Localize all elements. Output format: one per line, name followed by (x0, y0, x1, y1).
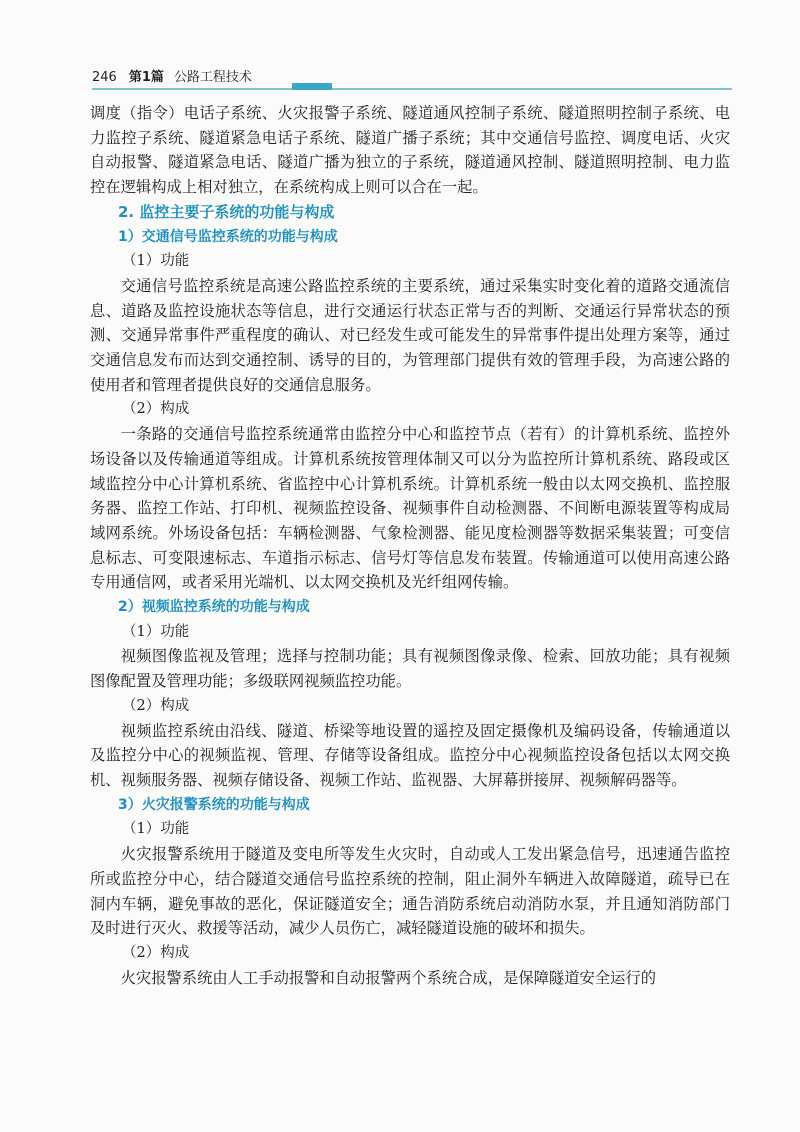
page-header (92, 62, 732, 90)
traffic-composition-paragraph: 一条路的交通信号监控系统通常由监控分中心和监控节点（若有）的计算机系统、监控外场设备以及传输通道等组成。计算机系统按管理体制又可以分为监控所计算机系统、路段或区域监控分中心计算机系统、省监控中心计算机系统。计算机系统一般由以太网交换机、监控服务器、监控工作站、打印机、视频监控设备、视频事件自动检测器、不间断电源装置等构成局域网系统。外场设备包括：车辆检测器、气象检测器、能见度检测器等数据采集装置；可变信息标志、可变限速标志、车道指示标志、信号灯等信息发布装置。传输通道可以使用高速公路专用通信网，或者采用光端机、以太网交换机及光纤组网传输。 (90, 425, 730, 592)
subsection-heading-traffic: 1）交通信号监控系统的功能与构成 (118, 228, 338, 245)
fire-composition-paragraph: 火灾报警系统由人工手动报警和自动报警两个系统合成，是保障隧道安全运行的 (120, 968, 656, 987)
subsection-heading-fire: 3）火灾报警系统的功能与构成 (118, 796, 310, 813)
header-text (92, 66, 252, 85)
fire-function-paragraph: 火灾报警系统用于隧道及变电所等发生火灾时，自动或人工发出紧急信号，迅速通告监控所或监控分中心，结合隧道交通信号监控系统的控制，阻止洞外车辆进入故障隧道，疏导已在洞内车辆，避免事故的恶化，保证隧道安全；通告消防系统启动消防水泵，并且通知消防部门及时进行灭火、救援等活动，减少人员伤亡，减轻隧道设施的破坏和损失。 (90, 845, 730, 938)
section-heading: 2. 监控主要子系统的功能与构成 (118, 202, 335, 221)
fire-function-heading: （1）功能 (122, 821, 190, 838)
subsection-heading-video: 2）视频监控系统的功能与构成 (118, 599, 310, 616)
page-number: 246 (92, 70, 117, 85)
traffic-composition-heading: （2）构成 (122, 401, 190, 418)
video-function-paragraph: 视频图像监视及管理；选择与控制功能；具有视频图像录像、检索、回放功能；具有视频图像配置及管理功能；多级联网视频监控功能。 (90, 647, 730, 691)
header-rule (92, 88, 732, 90)
page-content (90, 101, 730, 990)
traffic-function-paragraph: 交通信号监控系统是高速公路监控系统的主要系统，通过采集实时变化着的道路交通流信息、道路及监控设施状态等信息，进行交通运行状态正常与否的判断、交通运行异常状态的预测、交通异常事件严重程度的确认、对已经发生或可能发生的异常事件提出处理方案等，通过交通信息发布而达到交通控制、诱导的目的，为管理部门提供有效的管理手段，为高速公路的使用者和管理者提供良好的交通信息服务。 (90, 276, 730, 394)
part-label: 第1篇 (128, 70, 164, 85)
video-function-heading: （1）功能 (122, 623, 190, 640)
video-composition-paragraph: 视频监控系统由沿线、隧道、桥梁等地设置的遥控及固定摄像机及编码设备，传输通道以及监控分中心的视频监视、管理、存储等设备组成。监控分中心视频监控设备包括以太网交换机、视频服务器、视频存储设备、视频工作站、监视器、大屏幕拼接屏、视频解码器等。 (90, 721, 730, 789)
fire-composition-heading: （2）构成 (122, 944, 190, 961)
header-accent-block (292, 83, 332, 90)
traffic-function-heading: （1）功能 (122, 253, 190, 270)
part-title: 公路工程技术 (173, 70, 252, 85)
intro-paragraph: 调度（指令）电话子系统、火灾报警子系统、隧道通风控制子系统、隧道照明控制子系统、电力监控子系统、隧道紧急电话子系统、隧道广播子系统；其中交通信号监控、调度电话、火灾自动报警、隧道紧急电话、隧道广播为独立的子系统，隧道通风控制、隧道照明控制、电力监控在逻辑构成上相对独立，在系统构成上则可以合在一起。 (90, 104, 730, 197)
video-composition-heading: （2）构成 (122, 697, 190, 714)
